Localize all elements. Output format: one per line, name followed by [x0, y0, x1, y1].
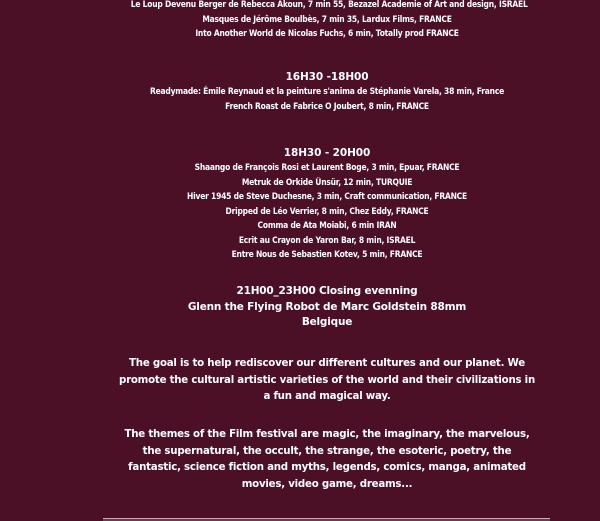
film-entry: Dripped de Léo Verrier, 8 min, Chez Eddy, FRANCE	[225, 206, 429, 217]
themes-paragraph-block	[100, 426, 554, 492]
closing-time-heading: 21H00_23H00 Closing evenning	[236, 285, 418, 297]
goal-paragraph: The goal is to help rediscover our different cultures and our planet. We promote the cultural artistic varieties of the world and their civilizations in a fun and magical way.	[118, 356, 536, 402]
film-entry: Readymade: Émile Reynaud et la peinture s'anima de Stéphanie Varela, 38 min, France	[150, 87, 504, 97]
film-entry: Entre Nous de Sebastien Kotev, 5 min, FRANCE	[231, 250, 423, 260]
closing-film-title: Glenn the Flying Robot de Marc Goldstein 88mm	[187, 300, 467, 313]
film-entry: French Roast de Fabrice O Joubert, 8 min, FRANCE	[225, 101, 429, 112]
closing-film-country: Belgique	[301, 316, 353, 328]
film-entry: Metruk de Orkide Ünsür, 12 min, TURQUIE	[241, 177, 413, 188]
program-block-2	[104, 70, 550, 114]
goal-paragraph-block	[100, 355, 554, 405]
film-entry: Comma de Ata Moiabi, 6 min IRAN	[257, 221, 397, 231]
film-entry: Shaango de François Rosi et Laurent Boge, 3 min, Epuar, FRANCE	[194, 163, 460, 173]
session-time-heading: 16H30 -18H00	[285, 71, 369, 83]
program-block-1	[104, 0, 550, 42]
film-entry: Masques de Jérôme Boulbès, 7 min 35, Lardux Films, FRANCE	[202, 14, 452, 25]
program-block-3	[104, 146, 550, 263]
themes-paragraph: The themes of the Film festival are magic, the imaginary, the marvelous, the supernatural, the occult, the strange, the esoteric, poetry, the fantastic, science fiction and myths, legends, comics, manga, animated movies, video game, dreams...	[124, 427, 530, 490]
closing-evening-block	[104, 284, 550, 331]
session-time-heading: 18H30 - 20H00	[283, 147, 371, 159]
film-entry: Le Loup Devenu Berger de Rebecca Akoun, 7 min 55, Bezazel Academie of Art and design, ISRAEL	[130, 0, 528, 10]
film-entry: Into Another World de Nicolas Fuchs, 6 min, Totally prod FRANCE	[195, 29, 459, 39]
film-entry: Ecrit au Crayon de Yaron Bar, 8 min, ISRAEL	[238, 235, 416, 246]
film-entry: Hiver 1945 de Steve Duchesne, 3 min, Craft communication, FRANCE	[187, 192, 467, 202]
